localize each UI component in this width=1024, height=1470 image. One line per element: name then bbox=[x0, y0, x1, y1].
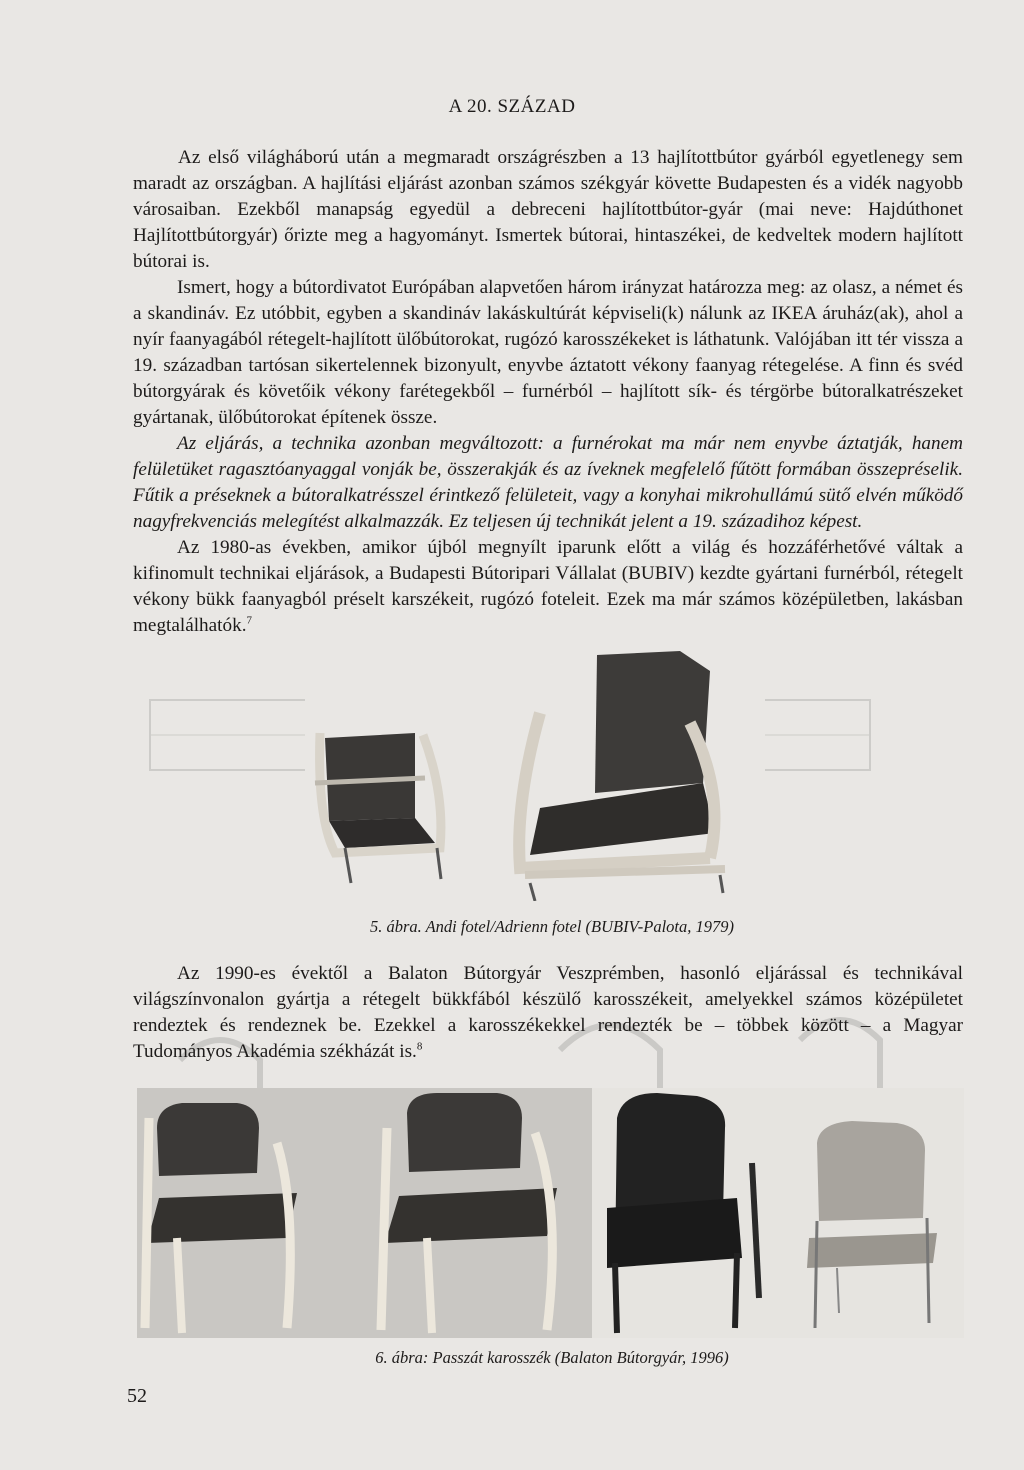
paragraph-text: Az 1990-es évektől a Balaton Bútorgyár Veszprémben, hasonló eljárással és technikával világszínvonalon gyártja a rétegelt bükkfából készülő karosszékeit, amelyekkel számos középületet rendeztek és rendeznek be. Ezekkel a karosszékekkel rendezték be – többek között – a Magyar Tudományos Akadémia székházát is. bbox=[133, 963, 963, 1062]
page-number: 52 bbox=[127, 1385, 147, 1407]
figure-6-passzat-chairs-photo bbox=[137, 1088, 964, 1338]
paragraph: Ismert, hogy a bútordivatot Európában alapvetően három irányzat határozza meg: az olasz, a német és a skandináv. Ez utóbbit, egyben a skandináv lakáskultúrát képviseli(k) nálunk az IKEA áruház(ak), ahol a nyír faanyagából rétegelt-hajlított ülőbútorokat, rugózó karosszékeket is láthatunk. Valójában itt tér vissza a 19. században tartósan sikertelennek bizonyult, enyvbe áztatott vékony faanyag rétegelése. A finn és svéd bútorgyárak és követőik vékony farétegekből – furnérból – hajlított sík- és térgörbe bútoralkatrészeket gyártanak, ülőbútorokat építenek össze. bbox=[133, 277, 963, 428]
figure-5-caption: 5. ábra. Andi fotel/Adrienn fotel (BUBIV-Palota, 1979) bbox=[369, 917, 735, 936]
running-title: A 20. SZÁZAD bbox=[448, 96, 576, 117]
paragraph-text: Az 1980-as években, amikor újból megnyílt iparunk előtt a világ és hozzáférhetővé váltak a kifinomult technikai eljárások, a Budapesti Bútoripari Vállalat (BUBIV) kezdte gyártani furnérból, rétegelt vékony bükk faanyagból préselt karszékeit, rugózó foteleit. Ezek ma már számos középületben, lakásban megtalálhatók. bbox=[133, 537, 963, 636]
paragraph-with-note bbox=[133, 961, 963, 1065]
footnote-marker: 7 bbox=[246, 614, 252, 627]
footnote-marker: 8 bbox=[416, 1040, 423, 1053]
body-text-bottom bbox=[133, 961, 963, 1065]
paragraph: Az első világháború után a megmaradt országrészben a 13 hajlítottbútor gyárból egyetlenegy sem maradt az országban. A hajlítási eljárást azonban számos székgyár követte Budapesten és a vidék nagyobb városaiban. Ezekből manapság egyedül a debreceni hajlítottbútor-gyár (mai neve: Hajdúthonet Hajlítottbútorgyár) őrizte meg a hagyományt. Ismertek bútorai, hintaszékei, de kedveltek modern hajlított bútorai is. bbox=[133, 147, 963, 272]
body-text-top bbox=[133, 145, 963, 639]
paragraph-italic: Az eljárás, a technika azonban megváltozott: a furnérokat ma már nem enyvbe áztatják, hanem felületüket ragasztóanyaggal vonják be, összerakják és az íveknek megfelelő fűtött formában összepréselik. Fűtik a préseknek a bútoralkatrésszel érintkező felületeit, vagy a konyhai mikrohullámú sütő elvén működő nagyfrekvenciás melegítést alkalmazzák. Ez teljesen új technikát jelent a 19. századihoz képest. bbox=[133, 433, 963, 532]
figure-5-armchairs-photo bbox=[305, 643, 765, 901]
figure-6-caption: 6. ábra: Passzát karosszék (Balaton Bútorgyár, 1996) bbox=[375, 1348, 729, 1367]
paragraph-with-note bbox=[133, 535, 963, 639]
